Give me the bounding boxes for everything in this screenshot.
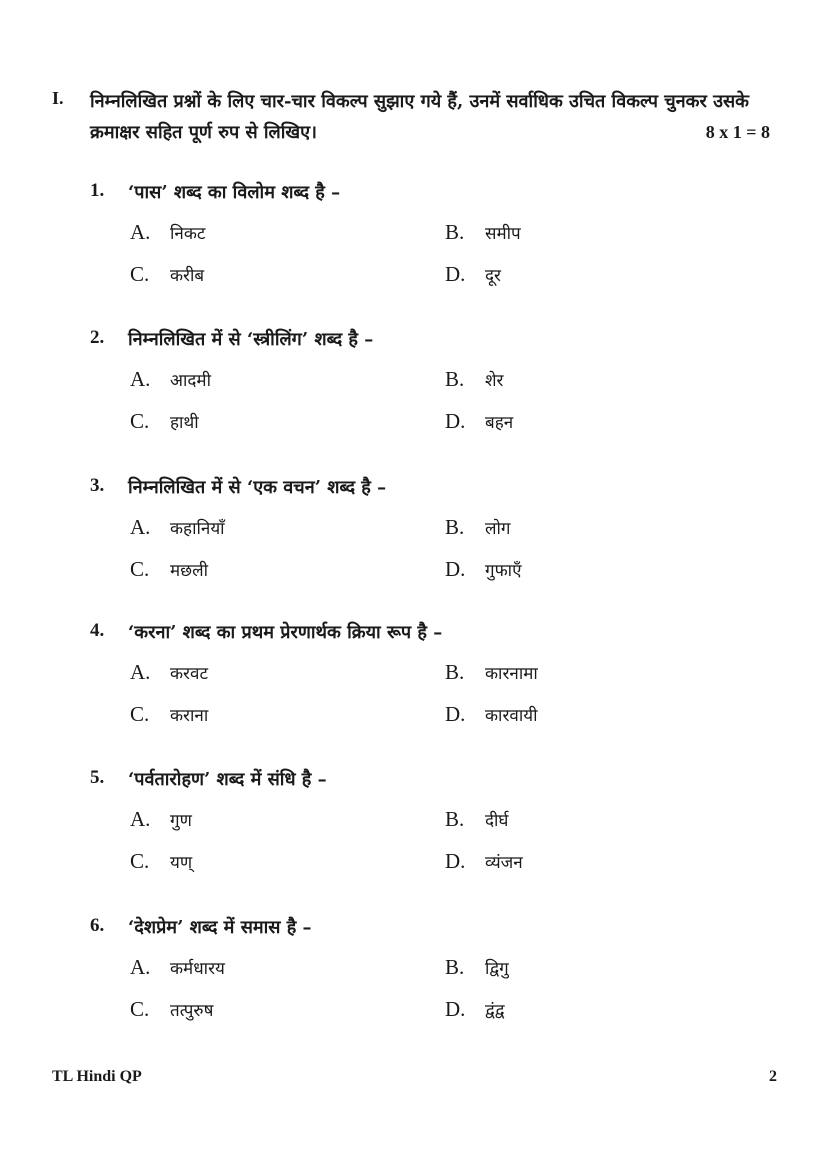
option-d [445,409,513,434]
option-text: करीब [170,266,205,286]
option-letter: D. [445,262,466,286]
option-letter: D. [445,409,466,433]
option-a [130,367,211,392]
option-b [445,220,521,245]
option-letter: B. [445,955,465,979]
option-text: यण् [170,853,193,873]
option-b [445,955,509,980]
option-d [445,557,521,582]
option-text: द्वंद्व [485,1001,505,1021]
option-text: गुफाएँ [485,561,522,581]
option-b [445,515,511,540]
option-a [130,515,225,540]
option-letter: C. [130,557,150,581]
option-a [130,955,225,980]
option-letter: D. [445,997,466,1021]
option-text: गुण [170,811,192,831]
option-b [445,367,504,392]
question-number: 4. [90,620,105,641]
question-number: 3. [90,475,105,496]
question-text: निम्नलिखित में से ‘स्त्रीलिंग’ शब्द है – [128,329,374,350]
option-letter: D. [445,702,466,726]
option-b [445,660,538,685]
question-5 [90,767,780,897]
question-1 [90,180,780,310]
option-text: तत्पुरुष [170,1001,214,1021]
option-text: कराना [170,706,209,726]
option-text: समीप [485,224,521,244]
option-a [130,220,205,245]
option-letter: B. [445,367,465,391]
question-4 [90,620,780,750]
option-text: दीर्घ [485,811,509,831]
option-d [445,849,523,874]
option-letter: D. [445,557,466,581]
question-number: 1. [90,180,105,201]
option-text: व्यंजन [485,853,523,873]
option-text: कर्मधारय [170,959,225,979]
question-text: निम्नलिखित में से ‘एक वचन’ शब्द है – [128,477,387,498]
option-letter: B. [445,220,465,244]
question-6 [90,915,780,1045]
option-c [130,997,213,1022]
option-text: आदमी [170,371,211,391]
option-d [445,262,501,287]
option-text: शेर [485,371,504,391]
option-letter: B. [445,660,465,684]
option-letter: A. [130,367,151,391]
option-letter: C. [130,409,150,433]
option-c [130,849,192,874]
option-letter: B. [445,807,465,831]
question-text: ‘देशप्रेम’ शब्द में समास है – [128,917,312,938]
question-2 [90,327,780,457]
option-letter: C. [130,262,150,286]
option-text: द्विगु [485,959,509,979]
option-c [130,262,204,287]
question-number: 2. [90,327,105,348]
question-text: ‘करना’ शब्द का प्रथम प्रेरणार्थक क्रिया रूप है – [128,622,443,643]
option-d [445,997,505,1022]
option-text: कारवायी [485,706,538,726]
option-text: मछली [170,561,209,581]
option-text: करवट [170,664,209,684]
option-c [130,409,199,434]
option-a [130,660,208,685]
option-letter: C. [130,702,150,726]
option-text: लोग [485,519,511,539]
option-letter: C. [130,849,150,873]
option-text: बहन [485,413,514,433]
question-number: 6. [90,915,105,936]
option-c [130,557,208,582]
option-text: हाथी [170,413,199,433]
option-letter: C. [130,997,150,1021]
question-3 [90,475,780,605]
option-c [130,702,208,727]
section-number: I. [52,88,64,108]
option-letter: B. [445,515,465,539]
question-number: 5. [90,767,105,788]
option-text: कहानियाँ [170,519,225,539]
option-letter: A. [130,220,151,244]
option-text: दूर [485,266,501,286]
option-letter: A. [130,515,151,539]
option-text: कारनामा [485,664,538,684]
option-text: निकट [170,224,206,244]
option-letter: A. [130,807,151,831]
option-letter: A. [130,660,151,684]
option-d [445,702,538,727]
question-text: ‘पर्वतारोहण’ शब्द में संधि है – [128,769,327,790]
option-a [130,807,192,832]
option-letter: D. [445,849,466,873]
footer-title: TL Hindi QP [52,1068,142,1085]
section-instruction: निम्नलिखित प्रश्नों के लिए चार-चार विकल्प सुझाए गये हैं, उनमें सर्वाधिक उचित विकल्प चुनकर उसके क्रमाक्षर सहित पूर्ण रुप से लिखिए। [90,91,749,143]
section-marks: 8 x 1 = 8 [705,122,770,142]
option-letter: A. [130,955,151,979]
page-number: 2 [769,1068,777,1085]
option-b [445,807,508,832]
question-text: ‘पास’ शब्द का विलोम शब्द है – [128,182,341,203]
